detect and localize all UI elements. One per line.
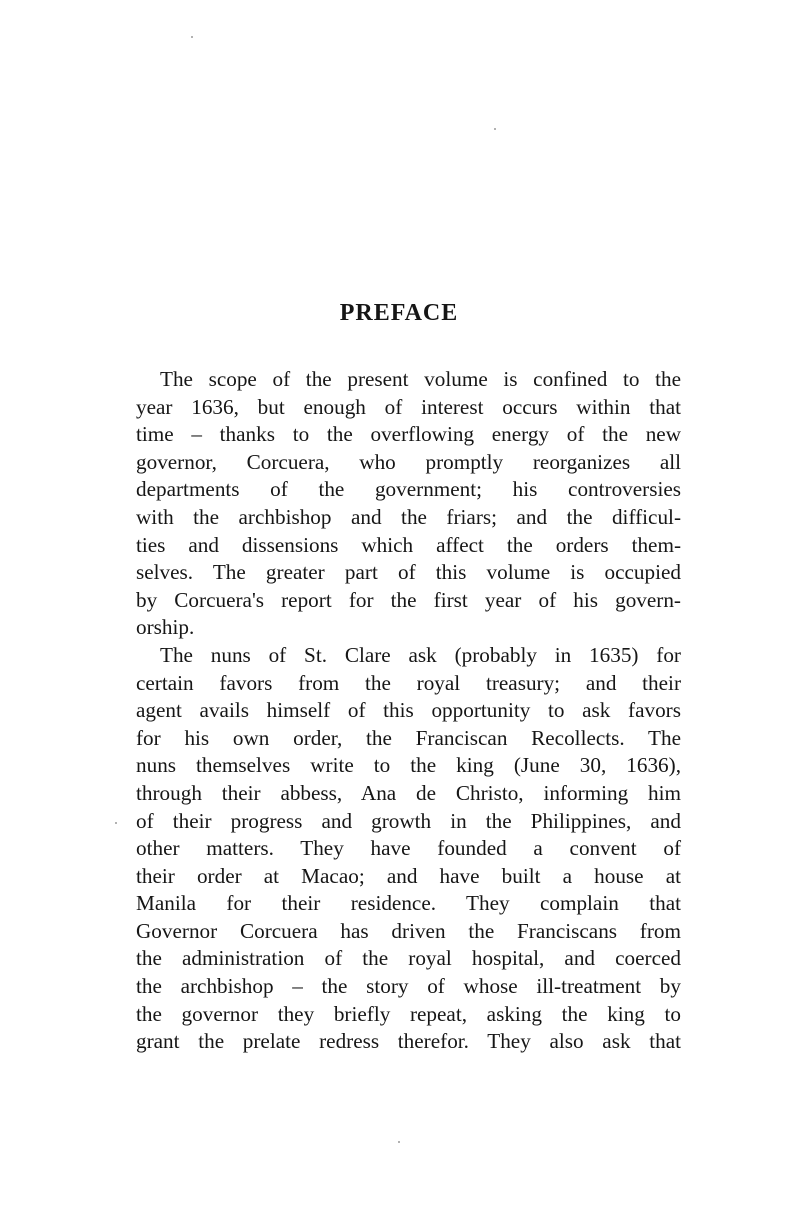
text-line: certain favors from the royal treasury; and their	[136, 670, 681, 695]
text-line: time – thanks to the overflowing energy of the new	[136, 422, 681, 447]
text-line: the archbishop – the story of whose ill-treatment by	[136, 974, 681, 999]
paragraph-2	[136, 642, 681, 1056]
paragraph-1	[136, 366, 681, 642]
text-line: for his own order, the Franciscan Recollects. The	[136, 725, 681, 750]
preface-body	[136, 366, 681, 1056]
text-line: by Corcuera's report for the first year of his govern-	[136, 587, 681, 612]
text-line: year 1636, but enough of interest occurs within that	[136, 394, 681, 419]
scan-speck	[494, 128, 496, 130]
text-line: the governor they briefly repeat, asking the king to	[136, 1001, 681, 1026]
text-line: Manila for their residence. They complain that	[136, 891, 681, 916]
scan-speck	[191, 36, 193, 38]
text-line: orship.	[136, 615, 195, 640]
text-line: governor, Corcuera, who promptly reorganizes all	[136, 449, 681, 474]
text-line: The nuns of St. Clare ask (probably in 1635) for	[160, 642, 681, 667]
text-line: with the archbishop and the friars; and the difficul-	[136, 504, 681, 529]
text-line: of their progress and growth in the Philippines, and	[136, 808, 681, 833]
text-line: nuns themselves write to the king (June 30, 1636),	[136, 753, 681, 778]
text-line: their order at Macao; and have built a house at	[136, 863, 681, 888]
text-line: agent avails himself of this opportunity to ask favors	[136, 698, 681, 723]
text-line: the administration of the royal hospital, and coerced	[136, 946, 681, 971]
page-title: PREFACE	[339, 300, 459, 326]
text-line: grant the prelate redress therefor. They also ask that	[136, 1029, 681, 1054]
text-line: departments of the government; his controversies	[136, 477, 681, 502]
scan-speck	[398, 1141, 400, 1143]
text-line: through their abbess, Ana de Christo, informing him	[136, 780, 681, 805]
text-line: other matters. They have founded a convent of	[136, 836, 681, 861]
text-line: Governor Corcuera has driven the Franciscans from	[136, 918, 681, 943]
scan-speck	[115, 822, 117, 824]
text-line: The scope of the present volume is confined to the	[160, 367, 681, 391]
text-line: ties and dissensions which affect the orders them-	[136, 532, 681, 557]
text-line: selves. The greater part of this volume is occupied	[136, 560, 681, 585]
